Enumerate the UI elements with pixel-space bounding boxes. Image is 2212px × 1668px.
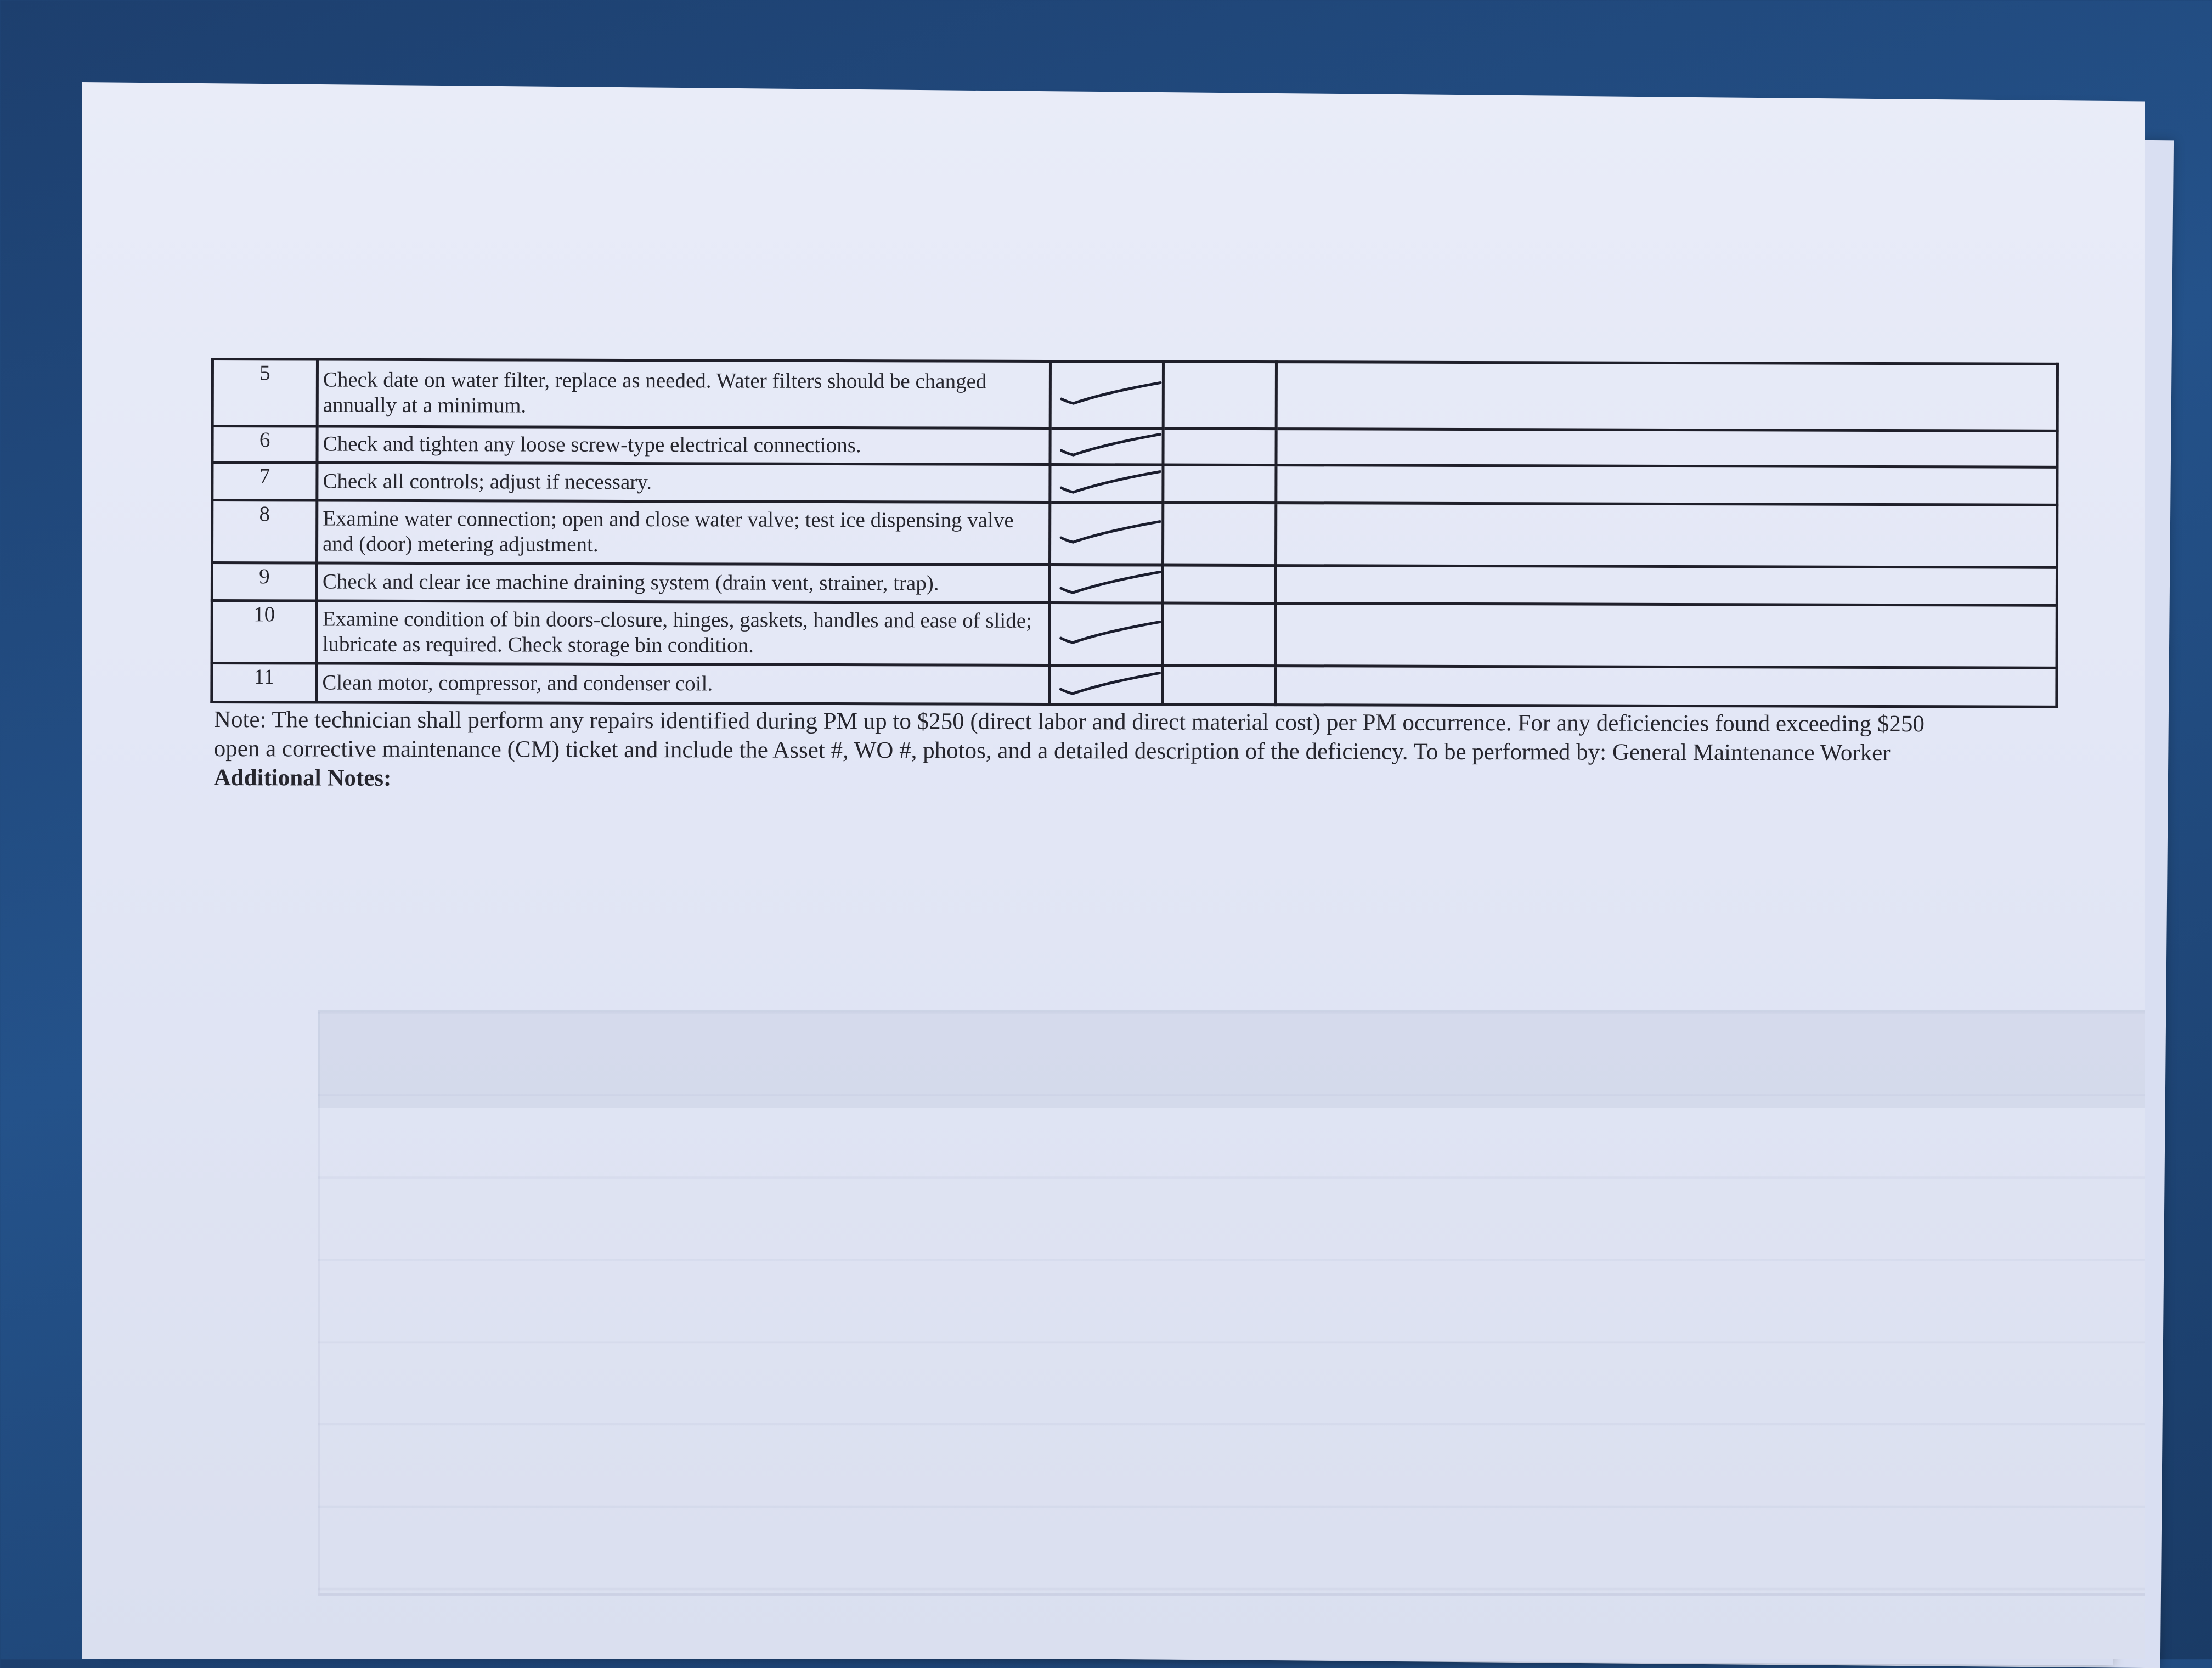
initials-cell (1163, 362, 1276, 429)
checklist-row (212, 562, 2057, 605)
task-description: Examine water connection; open and close water valve; test ice dispensing valve and (door) metering adjustment. (317, 500, 1050, 565)
initials-cell (1163, 465, 1276, 503)
comments-cell (1276, 503, 2057, 568)
comments-cell (1276, 565, 2057, 605)
initials-cell (1163, 429, 1276, 465)
task-description: Check and tighten any loose screw-type electrical connections. (317, 426, 1050, 465)
completed-cell (1050, 503, 1163, 565)
initials-cell (1163, 503, 1276, 565)
comments-cell (1276, 429, 2057, 467)
completed-cell (1050, 428, 1163, 465)
initials-cell (1163, 666, 1276, 705)
row-number: 10 (212, 600, 317, 663)
row-number: 6 (212, 426, 317, 463)
row-number: 8 (212, 500, 317, 563)
handwritten-check-icon (1056, 617, 1165, 651)
task-description: Check all controls; adjust if necessary. (317, 463, 1050, 503)
completed-cell (1050, 464, 1163, 503)
comments-cell (1276, 666, 2057, 707)
initials-cell (1163, 603, 1276, 666)
maintenance-checklist-table (210, 358, 2059, 708)
handwritten-check-icon (1056, 467, 1165, 500)
task-description: Check date on water filter, replace as needed. Water filters should be changed annually at a minimum. (317, 359, 1050, 428)
show-through-header (318, 1010, 2183, 1108)
comments-cell (1276, 604, 2057, 668)
handwritten-check-icon (1056, 430, 1166, 463)
additional-notes-label: Additional Notes: (213, 764, 392, 791)
task-description: Check and clear ice machine draining system (drain vent, strainer, trap). (317, 563, 1049, 603)
checklist-row (212, 359, 2057, 431)
checklist-row (212, 500, 2057, 568)
completed-cell (1049, 602, 1163, 665)
initials-cell (1163, 565, 1276, 604)
row-number: 5 (212, 359, 317, 426)
handwritten-check-icon (1056, 517, 1165, 551)
comments-cell (1276, 465, 2057, 505)
row-number: 11 (212, 663, 317, 702)
task-description: Examine condition of bin doors-closure, hinges, gaskets, handles and ease of slide; lubricate as required. Check storage bin condition. (317, 601, 1049, 665)
checklist-row (212, 600, 2057, 668)
completed-cell (1049, 565, 1163, 603)
document-page (82, 82, 2145, 1659)
checklist-row (212, 426, 2057, 467)
row-number: 9 (212, 562, 317, 601)
checklist-row (212, 663, 2057, 707)
comments-cell (1276, 362, 2057, 431)
note-text: Note: The technician shall perform any repairs identified during PM up to $250 (direct labor and direct material cost) per PM occurrence. For any deficiencies found exceeding $250 open a corrective maintenance (CM) ticket and include the Asset #, WO #, photos, and a detailed description of the deficiency. To be performed by: General Maintenance Worker (213, 707, 1925, 766)
handwritten-check-icon (1055, 668, 1165, 702)
row-number: 7 (212, 462, 317, 500)
completed-cell (1050, 362, 1163, 429)
handwritten-check-icon (1056, 379, 1166, 412)
completed-cell (1049, 665, 1163, 705)
checklist-row (212, 462, 2057, 505)
task-description: Clean motor, compressor, and condenser coil. (317, 663, 1049, 705)
note-paragraph (214, 705, 1926, 797)
handwritten-check-icon (1056, 567, 1165, 601)
